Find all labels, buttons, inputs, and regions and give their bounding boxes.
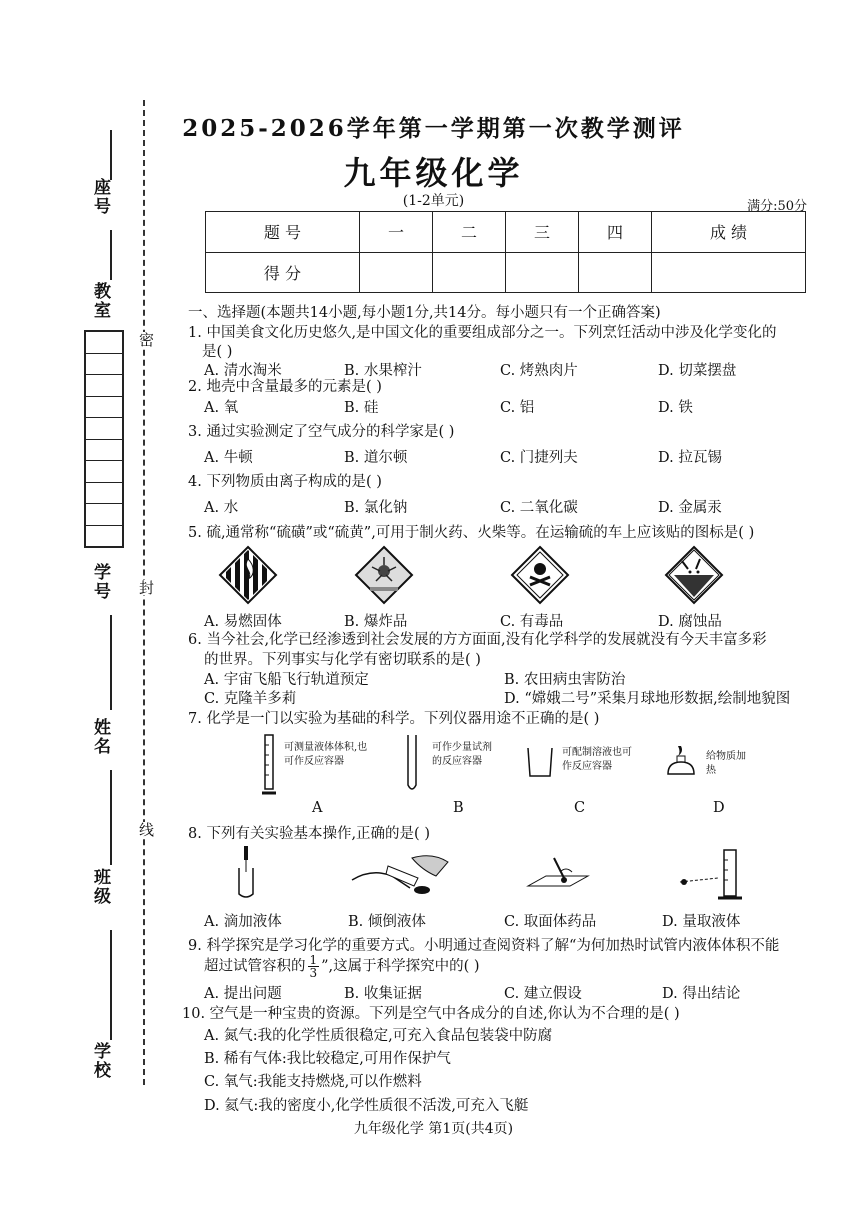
toxic-sign-icon xyxy=(512,547,568,603)
score-header-cell: 题 号 xyxy=(206,212,360,253)
q9-option-a: A. 提出问题 xyxy=(204,986,282,1002)
q8-option-d: D. 量取液体 xyxy=(662,914,741,930)
score-header-cell: 一 xyxy=(359,212,432,253)
q9-option-b: B. 收集证据 xyxy=(344,986,422,1002)
q4-stem: 4. 下列物质由离子构成的是( ) xyxy=(188,474,382,490)
q1-option-b: B. 水果榨汁 xyxy=(344,363,422,379)
score-entry-cell[interactable] xyxy=(505,252,578,293)
alcohol-lamp-icon xyxy=(664,744,698,778)
seat-label: 座号 xyxy=(90,178,110,216)
q1-option-d: D. 切菜摆盘 xyxy=(658,363,737,379)
q3-option-a: A. 牛顿 xyxy=(204,450,253,466)
subject-title: 九年级化学 xyxy=(343,154,524,192)
q5-option-b: B. 爆炸品 xyxy=(344,614,408,630)
q1-stem-cont: 是( ) xyxy=(202,344,233,360)
flammable-solid-sign-icon xyxy=(220,547,276,603)
q7-option-b: B xyxy=(453,800,464,816)
q10-option-d: D. 氦气:我的密度小,化学性质很不活泼,可充入飞艇 xyxy=(204,1098,529,1114)
q6-stem: 6. 当今社会,化学已经渗透到社会发展的方方面面,没有化学科学的发展就没有今天丰富多彩 xyxy=(188,632,767,648)
reading-cylinder-icon xyxy=(680,850,750,900)
corrosive-sign-icon xyxy=(666,547,722,603)
taking-solid-icon xyxy=(524,852,594,892)
q2-option-c: C. 铝 xyxy=(500,400,535,416)
q8-option-a: A. 滴加液体 xyxy=(204,914,282,930)
q7-option-c: C xyxy=(574,800,586,816)
class-blank-line[interactable] xyxy=(110,770,112,865)
q7-option-a: A xyxy=(312,800,323,816)
q6-option-d: D. “嫦娥二号”采集月球地形数据,绘制地貌图 xyxy=(504,691,791,707)
score-entry-cell[interactable] xyxy=(652,252,806,293)
name-label: 姓名 xyxy=(90,718,110,756)
student-number-grid[interactable] xyxy=(84,330,124,548)
q2-option-d: D. 铁 xyxy=(658,400,693,416)
q2-option-b: B. 硅 xyxy=(344,400,379,416)
fraction-numerator: 1 xyxy=(309,953,318,967)
q10-option-c: C. 氧气:我能支持燃烧,可以作燃料 xyxy=(204,1074,422,1090)
classroom-label: 教室 xyxy=(90,282,110,320)
q4-option-c: C. 二氧化碳 xyxy=(500,500,578,516)
q6-option-b: B. 农田病虫害防治 xyxy=(504,672,626,688)
student-no-label: 学号 xyxy=(90,563,110,601)
q9-option-d: D. 得出结论 xyxy=(662,986,741,1002)
q7-stem: 7. 化学是一门以实验为基础的科学。下列仪器用途不正确的是( ) xyxy=(188,711,600,727)
dropper-tube-icon xyxy=(236,846,256,898)
q8-option-c: C. 取面体药品 xyxy=(504,914,597,930)
score-header-cell: 三 xyxy=(505,212,578,253)
q3-option-b: B. 道尔顿 xyxy=(344,450,408,466)
score-entry-cell[interactable] xyxy=(432,252,505,293)
q8-stem: 8. 下列有关实验基本操作,正确的是( ) xyxy=(188,826,430,842)
q9-stem-part1: 超过试管容积的 xyxy=(204,958,306,975)
q5-option-d: D. 腐蚀品 xyxy=(658,614,722,630)
page-footer: 九年级化学 第1页(共4页) xyxy=(353,1121,514,1137)
sealed-mark: 封 xyxy=(137,580,155,595)
q9-option-c: C. 建立假设 xyxy=(504,986,582,1002)
test-tube-icon xyxy=(406,735,418,793)
score-header-cell: 二 xyxy=(432,212,505,253)
q8-option-b: B. 倾倒液体 xyxy=(348,914,426,930)
q1-option-a: A. 清水淘米 xyxy=(204,363,282,379)
q2-option-a: A. 氧 xyxy=(204,400,239,416)
pouring-liquid-icon xyxy=(352,848,452,898)
q3-stem: 3. 通过实验测定了空气成分的科学家是( ) xyxy=(188,424,455,440)
class-label: 班级 xyxy=(90,868,110,906)
q4-option-a: A. 水 xyxy=(204,500,239,516)
full-score: 满分:50分 xyxy=(747,199,807,214)
q5-option-a: A. 易燃固体 xyxy=(204,614,282,630)
q1-stem: 1. 中国美食文化历史悠久,是中国文化的重要组成部分之一。下列烹饪活动中涉及化学变化的 xyxy=(188,325,777,341)
graduated-cylinder-icon xyxy=(262,735,276,795)
beaker-icon xyxy=(526,746,554,778)
fraction-denominator: 3 xyxy=(309,966,318,980)
q4-option-d: D. 金属汞 xyxy=(658,500,722,516)
q10-stem: 10. 空气是一种宝贵的资源。下列是空气中各成分的自述,你认为不合理的是( ) xyxy=(182,1006,680,1022)
q1-option-c: C. 烤熟肉片 xyxy=(500,363,578,379)
q5-option-c: C. 有毒品 xyxy=(500,614,564,630)
score-entry-cell[interactable] xyxy=(359,252,432,293)
q9-stem-part2: ”,这属于科学探究中的( ) xyxy=(321,958,480,975)
q7-d-note: 给物质加热 xyxy=(706,751,746,776)
score-table xyxy=(205,211,806,293)
school-blank-line[interactable] xyxy=(110,930,112,1040)
seal-mark: 密 xyxy=(137,332,155,347)
q10-option-a: A. 氮气:我的化学性质很稳定,可充入食品包装袋中防腐 xyxy=(204,1028,553,1044)
classroom-blank-line[interactable] xyxy=(110,230,112,280)
q10-option-b: B. 稀有气体:我比较稳定,可用作保护气 xyxy=(204,1051,451,1067)
name-blank-line[interactable] xyxy=(110,615,112,710)
q5-stem: 5. 硫,通常称“硫磺”或“硫黄”,可用于制火药、火柴等。在运输硫的车上应该贴的图标是( ) xyxy=(188,525,755,541)
q3-option-c: C. 门捷列夫 xyxy=(500,450,578,466)
explosive-sign-icon xyxy=(356,547,412,603)
score-entry-cell[interactable] xyxy=(579,252,652,293)
score-row-label: 得 分 xyxy=(206,252,360,293)
score-header-cell: 四 xyxy=(579,212,652,253)
score-header-cell: 成 绩 xyxy=(652,212,806,253)
section-heading: 一、选择题(本题共14小题,每小题1分,共14分。每小题只有一个正确答案) xyxy=(188,305,661,321)
q9-stem-cont xyxy=(204,954,480,979)
q4-option-b: B. 氯化钠 xyxy=(344,500,408,516)
q2-stem: 2. 地壳中含量最多的元素是( ) xyxy=(188,379,382,395)
q7-b-note: 可作少量试剂的反应容器 xyxy=(432,742,492,767)
school-label: 学校 xyxy=(90,1042,110,1080)
q6-option-a: A. 宇宙飞船飞行轨道预定 xyxy=(204,672,369,688)
q6-option-c: C. 克隆羊多莉 xyxy=(204,691,297,707)
q7-c-note: 可配制溶液也可作反应容器 xyxy=(562,747,632,772)
exam-title: 2025-2026学年第一学期第一次教学测评 xyxy=(182,115,685,142)
q9-stem: 9. 科学探究是学习化学的重要方式。小明通过查阅资料了解“为何加热时试管内液体体积不能 xyxy=(188,938,780,954)
q3-option-d: D. 拉瓦锡 xyxy=(658,450,722,466)
q6-stem-cont: 的世界。下列事实与化学有密切联系的是( ) xyxy=(204,652,481,668)
q7-option-d: D xyxy=(713,800,725,816)
q7-a-note: 可测量液体体积,也可作反应容器 xyxy=(284,742,368,767)
unit-range: (1-2单元) xyxy=(402,193,465,209)
one-third-fraction xyxy=(308,954,320,979)
line-mark: 线 xyxy=(137,822,155,837)
